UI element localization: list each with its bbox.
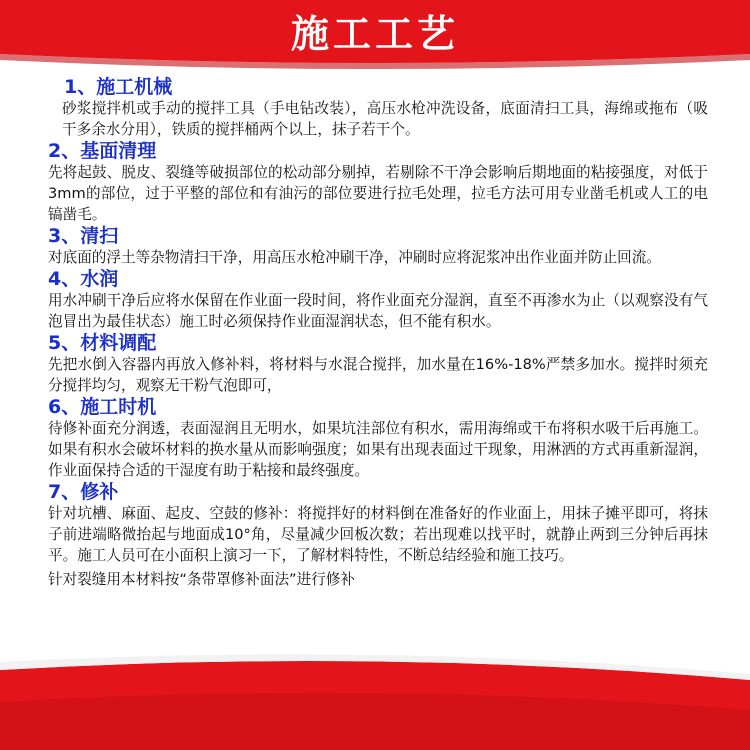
section-heading: 7、修补 bbox=[48, 481, 119, 503]
section-text: 先把水倒入容器内再放入修补料，将材料与水混合搅拌，加水量在16%-18%严禁多加水。搅拌时须充分搅拌均匀，观察无干粉气泡即可， bbox=[48, 356, 708, 394]
section-heading: 3、清扫 bbox=[48, 225, 119, 247]
section-repair bbox=[48, 481, 708, 590]
section-base-cleaning bbox=[48, 140, 708, 225]
section-text: 对底面的浮土等杂物清扫干净，用高压水枪冲刷干净，冲刷时应将泥浆冲出作业面并防止回流。 bbox=[48, 249, 661, 266]
section-machinery bbox=[48, 76, 708, 140]
title-banner bbox=[0, 0, 750, 70]
section-text: 待修补面充分润透，表面湿润且无明水，如果坑洼部位有积水，需用海绵或干布将积水吸干后再施工。如果有积水会破坏材料的换水量从而影响强度；如果有出现表面过干现象，用淋洒的方式再重新湿润，作业面保持合适的干湿度有助于粘接和最终强度。 bbox=[48, 420, 708, 479]
section-heading: 5、材料调配 bbox=[48, 332, 157, 354]
section-wetting bbox=[48, 268, 708, 332]
section-timing bbox=[48, 396, 708, 481]
section-text: 砂浆搅拌机或手动的搅拌工具（手电钻改装），高压水枪冲洗设备，底面清扫工具，海绵或拖布（吸干多余水分用），铁质的搅拌桶两个以上，抹子若干个。 bbox=[62, 100, 708, 138]
section-heading: 1、施工机械 bbox=[64, 76, 173, 98]
section-text: 先将起鼓、脱皮、裂缝等破损部位的松动部分剔掉，若剔除不干净会影响后期地面的粘接强度，对低于3mm的部位，过于平整的部位和有油污的部位要进行拉毛处理，拉毛方法可用专业凿毛机或人工的电镐凿毛。 bbox=[48, 164, 708, 223]
section-sweeping bbox=[48, 225, 708, 268]
section-heading: 4、水润 bbox=[48, 268, 119, 290]
article-body bbox=[48, 76, 708, 590]
footer-wave bbox=[0, 640, 750, 750]
section-heading: 6、施工时机 bbox=[48, 396, 157, 418]
section-text: 针对坑槽、麻面、起皮、空鼓的修补：将搅拌好的材料倒在准备好的作业面上，用抹子摊平即可，将抹子前进端略微抬起与地面成10°角，尽量减少回板次数；若出现难以找平时，就静止两到三分钟后再抹平。施工人员可在小面积上演习一下，了解材料特性，不断总结经验和施工技巧。 bbox=[48, 505, 708, 564]
section-heading: 2、基面清理 bbox=[48, 140, 157, 162]
footer-decoration bbox=[0, 640, 750, 750]
section-mixing bbox=[48, 332, 708, 396]
closing-text: 针对裂缝用本材料按“条带罩修补面法”进行修补 bbox=[48, 571, 355, 588]
page-title: 施工工艺 bbox=[290, 12, 459, 56]
section-text: 用水冲刷干净后应将水保留在作业面一段时间，将作业面充分湿润，直至不再渗水为止（以观察没有气泡冒出为最佳状态）施工时必须保持作业面湿润状态，但不能有积水。 bbox=[48, 292, 708, 330]
